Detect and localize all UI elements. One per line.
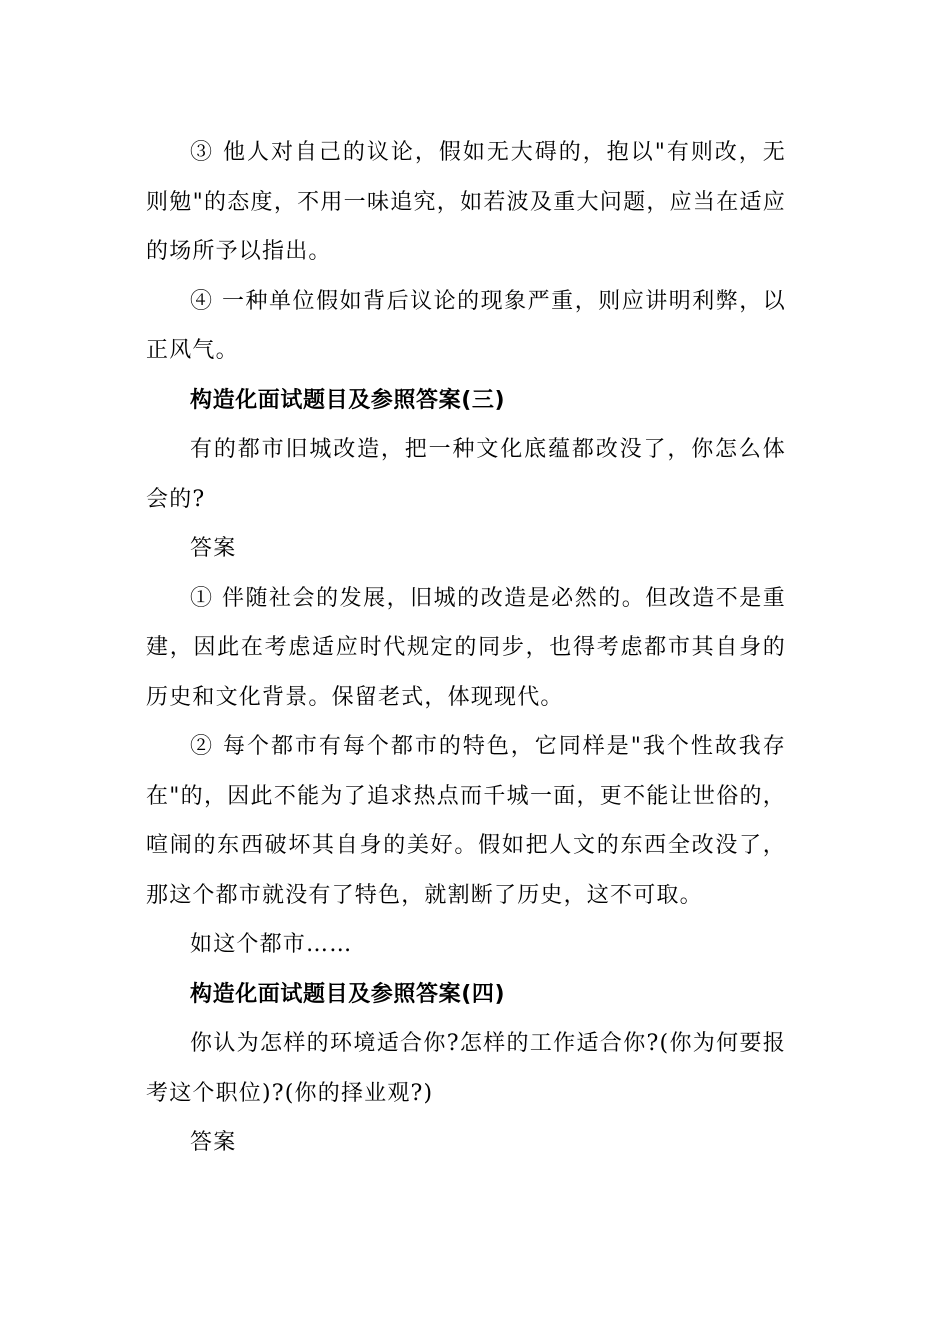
answer-point-4: ④ 一种单位假如背后议论的现象严重，则应讲明利弊，以正风气。 [146,288,786,363]
question-3: 有的都市旧城改造，把一种文化底蕴都改没了，你怎么体会的? [146,437,786,512]
answer-point-3: ③ 他人对自己的议论，假如无大碍的，抱以"有则改，无则勉"的态度，不用一味追究，如若波及重大问题，应当在适应的场所予以指出。 [146,140,786,264]
section-heading-4: 构造化面试题目及参照答案(四) [190,981,506,1007]
answer-example: 如这个都市…… [190,932,353,957]
section-heading-3: 构造化面试题目及参照答案(三) [190,387,506,413]
document-page [146,128,786,1168]
answer-label-4: 答案 [190,1130,237,1155]
question-4: 你认为怎样的环境适合你?怎样的工作适合你?(你为何要报考这个职位)?(你的择业观?) [146,1031,786,1106]
answer-point-2: ② 每个都市有每个都市的特色，它同样是"我个性故我存在"的，因此不能为了追求热点而千城一面，更不能让世俗的，喧闹的东西破坏其自身的美好。假如把人文的东西全改没了，那这个都市就没有了特色，就割断了历史，这不可取。 [146,734,786,908]
answer-label-3: 答案 [190,536,237,561]
answer-point-1: ① 伴随社会的发展，旧城的改造是必然的。但改造不是重建，因此在考虑适应时代规定的同步，也得考虑都市其自身的历史和文化背景。保留老式，体现现代。 [146,585,786,710]
